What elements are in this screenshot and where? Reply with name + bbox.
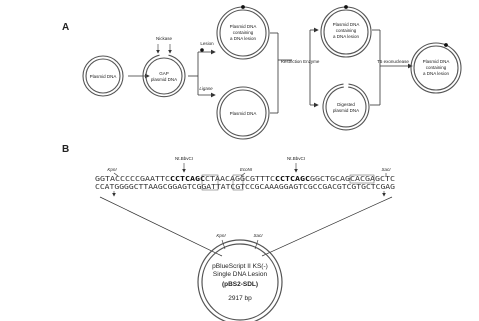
top-seg-5: CGTTTC <box>245 175 269 183</box>
lesion-plasmid-top-l2: containing <box>232 30 254 35</box>
lesion-plasmid-mid-l3: a DNA lesion <box>332 34 360 39</box>
econi-label: EcoNI <box>239 167 253 172</box>
plasmid-bottom-label: Plasmid DNA <box>229 111 257 116</box>
top-seg-2: CCTCAGC <box>169 175 198 183</box>
top-seg-4: AGG <box>229 175 242 183</box>
vector-size: 2917 bp <box>228 295 252 302</box>
gap-plasmid <box>143 55 185 97</box>
restriction-enzyme-label: Restriction Enzyme <box>280 59 320 64</box>
lesion-dot-mid <box>344 5 348 9</box>
vector-kpni-label: KpnI <box>216 233 226 238</box>
nickase-label: Nickase <box>155 36 173 41</box>
nt-bbvci-right-label: Nt.BbvCI <box>286 156 306 161</box>
lesion-plasmid-final <box>411 43 461 93</box>
lesion-plasmid-mid <box>321 5 371 57</box>
lesion-label: Lesion <box>200 41 214 46</box>
lesion-plasmid-top-l3: a DNA lesion <box>229 36 257 41</box>
t5-label: T5 exonuclease <box>377 59 409 64</box>
vector-plasmid <box>198 233 282 321</box>
plasmid-bottom <box>217 87 269 139</box>
kpni-label: KpnI <box>107 167 117 172</box>
lesion-plasmid-final-l2: containing <box>425 65 447 70</box>
vector-line-3: (pBS2-SDL) <box>221 281 259 288</box>
bottom-strand: CCATGGGGCTTAAGCGGAGTCGGATTATCGTCCGCAAAGGAGTCGCCGACGTCGTGCTCGAG <box>95 183 396 191</box>
top-seg-7: GGCTGCAGCACGAGCTC <box>310 175 378 183</box>
lesion-dot-final <box>444 43 448 47</box>
saci-label: SacI <box>381 167 391 172</box>
digested-l2: plasmid DNA <box>332 108 360 113</box>
top-seg-6: CCTCAGC <box>275 175 303 183</box>
digested-plasmid <box>323 84 369 130</box>
top-seg-3: CTAAC <box>204 175 225 183</box>
lesion-plasmid-mid-l2: containing <box>335 28 357 33</box>
vector-saci-label: SacI <box>253 233 263 238</box>
zoom-line-right <box>262 197 392 256</box>
panel-b-letter: B <box>62 144 70 155</box>
panel-a-letter: A <box>62 22 70 33</box>
lesion-plasmid-mid-l1: Plasmid DNA <box>332 22 360 27</box>
plasmid-start-label: Plasmid DNA <box>89 74 117 79</box>
nt-bbvci-left-label: Nt.BbvCI <box>174 156 194 161</box>
vector-line-1: pBlueScript II KS(-) <box>212 263 268 270</box>
zoom-line-left <box>100 197 222 256</box>
gap-plasmid-label-1: GAP <box>159 71 169 76</box>
lesion-plasmid-top-l1: Plasmid DNA <box>229 24 257 29</box>
digested-l1: Digested <box>337 102 355 107</box>
lesion-marker <box>200 48 204 52</box>
lesion-plasmid-final-l3: a DNA lesion <box>422 71 450 76</box>
lesion-dot-top <box>241 5 245 9</box>
top-seg-1: GGTACCCCCGAATTC <box>95 175 155 183</box>
lesion-plasmid-top <box>217 5 269 59</box>
lesion-plasmid-final-l1: Plasmid DNA <box>422 59 450 64</box>
vector-line-2: Single DNA Lesion <box>212 271 268 278</box>
plasmid-start <box>83 56 123 96</box>
gap-plasmid-label-2: plasmid DNA <box>150 77 178 82</box>
ligase-label: Ligase <box>199 86 213 91</box>
